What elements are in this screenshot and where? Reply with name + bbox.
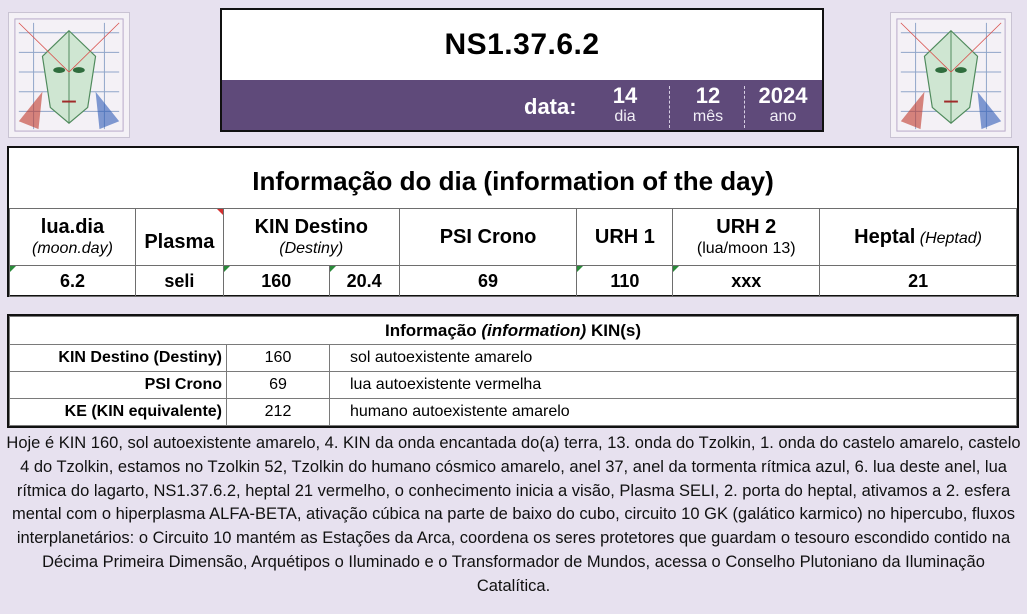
- row-number: 69: [227, 372, 330, 399]
- row-text: sol autoexistente amarelo: [330, 345, 1017, 372]
- kin-info-panel: [7, 314, 1019, 428]
- heptal-label: Heptal: [854, 226, 916, 248]
- urh1-value: 110: [610, 270, 640, 291]
- plasma-value: seli: [164, 270, 195, 291]
- lua-dia-value: 6.2: [59, 270, 85, 291]
- row-text: humano autoexistente amarelo: [330, 399, 1017, 426]
- month-cell: [672, 80, 744, 132]
- value-kin: [223, 266, 329, 297]
- kin-destino-sub: (Destiny): [279, 240, 344, 257]
- heptal-value: 21: [908, 270, 929, 291]
- year-value: 2024: [758, 83, 808, 108]
- date-bar: [222, 80, 822, 130]
- month-label: mês: [692, 108, 724, 125]
- kin-title-a: Informação: [385, 320, 477, 340]
- year-label: ano: [769, 108, 797, 125]
- header-urh2: [673, 209, 820, 266]
- lua-dia-label: lua.dia: [40, 216, 105, 238]
- urh2-sub: (lua/moon 13): [696, 240, 796, 257]
- plasma-label: Plasma: [144, 231, 215, 253]
- cell-marker-icon: [673, 266, 679, 272]
- header-kin-destino: [223, 209, 399, 266]
- row-text: lua autoexistente vermelha: [330, 372, 1017, 399]
- heptal-sub: (Heptad): [919, 230, 982, 247]
- kin-title-b: (information): [481, 320, 587, 340]
- cell-marker-icon: [330, 266, 336, 272]
- kin-b-value: 20.4: [346, 270, 382, 291]
- date-separator: [669, 86, 670, 128]
- table-row: [10, 399, 1017, 426]
- day-label: dia: [614, 108, 636, 125]
- mandala-face-icon: [9, 13, 129, 137]
- day-info-title: Informação do dia (information of the day): [252, 166, 774, 196]
- kin-info-title: [10, 317, 1017, 345]
- value-psi-crono: [399, 266, 577, 297]
- month-value: 12: [695, 83, 721, 108]
- row-label: PSI Crono: [10, 372, 227, 399]
- row-label: KIN Destino (Destiny): [10, 345, 227, 372]
- urh1-label: URH 1: [594, 226, 655, 248]
- cell-marker-icon: [577, 266, 583, 272]
- row-number: 212: [227, 399, 330, 426]
- cell-marker-icon: [10, 266, 16, 272]
- value-plasma: [135, 266, 223, 297]
- lua-dia-sub: (moon.day): [31, 240, 113, 257]
- psi-crono-label: PSI Crono: [439, 226, 537, 248]
- header-heptal: [820, 209, 1017, 266]
- date-label: data:: [524, 94, 577, 119]
- ns-code: NS1.37.6.2: [444, 28, 600, 61]
- table-row: [10, 372, 1017, 399]
- kin-title-c: KIN(s): [590, 320, 641, 340]
- day-info-table: [9, 208, 1017, 297]
- value-urh2: [673, 266, 820, 297]
- year-cell: [747, 80, 819, 132]
- day-info-panel: [7, 146, 1019, 297]
- kin-info-table: [9, 316, 1017, 426]
- kin-destino-label: KIN Destino: [254, 216, 368, 238]
- header-psi-crono: [399, 209, 577, 266]
- mandala-face-icon: [891, 13, 1011, 137]
- header-panel: [220, 8, 824, 132]
- value-kin-b: [329, 266, 399, 297]
- kin-value: 160: [261, 270, 292, 291]
- logo-left: [8, 12, 130, 138]
- comment-marker-icon: [217, 209, 223, 215]
- row-number: 160: [227, 345, 330, 372]
- row-label: KE (KIN equivalente): [10, 399, 227, 426]
- day-cell: [584, 80, 666, 132]
- header-plasma: [135, 209, 223, 266]
- day-value: 14: [612, 83, 638, 108]
- header-urh1: [577, 209, 673, 266]
- value-heptal: [820, 266, 1017, 297]
- cell-marker-icon: [224, 266, 230, 272]
- value-urh1: [577, 266, 673, 297]
- psi-crono-value: 69: [478, 270, 499, 291]
- description-paragraph: Hoje é KIN 160, sol autoexistente amarelo, 4. KIN da onda encantada do(a) terra, 13. onda do Tzolkin, 1. onda do castelo amarelo, castelo 4 do Tzolkin, estamos no Tzolkin 52, Tzolkin do humano cósmico amarelo, anel 37, anel da tormenta rítmica azul, 6. lua deste anel, lua rítmica do lagarto, NS1.37.6.2, heptal 21 vermelho, o conhecimento inicia a visão, Plasma SELI, 2. porta do heptal, ativamos a 2. esfera mental com o hiperplasma ALFA-BETA, ativação cúbica na parte de baixo do cubo, circuito 10 GK (galático karmico) no hipercubo, fluxos interplanetários: o Circuito 10 mantém as Estações da Arca, coordena os seres protetores que guardam o tesouro escondido contido na Décima Primeira Dimensão, Arquétipos o Iluminado e o Transformador de Mundos, acessa o Conselho Plutoniano da Iluminação Catalítica.: [6, 434, 1021, 595]
- urh2-label: URH 2: [716, 216, 777, 238]
- logo-right: [890, 12, 1012, 138]
- date-separator: [744, 86, 745, 128]
- urh2-value: xxx: [731, 270, 762, 291]
- header-lua-dia: [10, 209, 136, 266]
- value-lua-dia: [10, 266, 136, 297]
- table-row: [10, 345, 1017, 372]
